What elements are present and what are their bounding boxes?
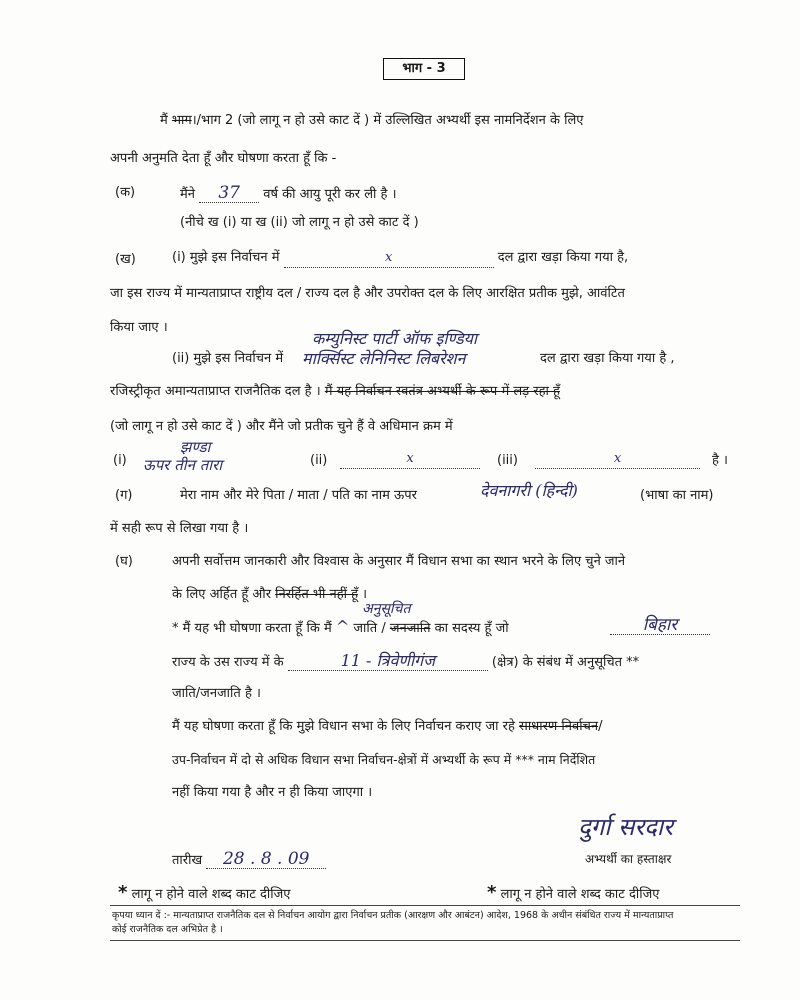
divider-bottom — [110, 940, 740, 941]
state-handwritten: बिहार — [610, 616, 710, 635]
clause-ga-marker: (ग) — [115, 488, 133, 503]
clause-gha-line-6 — [172, 718, 602, 736]
kha-ii-line-2 — [110, 383, 560, 401]
struck-bhag: भाग — [171, 113, 192, 128]
signature-label: अभ्यर्थी का हस्ताक्षर — [585, 852, 672, 866]
footnote-right-text: लागू न होने वाले शब्द काट दीजिए — [500, 887, 660, 902]
clause-kha-marker: (ख) — [115, 252, 136, 267]
symbol-i-handwritten-1: झण्डा — [180, 438, 211, 456]
clause-ka-marker: (क) — [115, 185, 136, 200]
language-handwritten: देवनागरी (हिन्दी) — [480, 481, 578, 500]
language-suffix: (भाषा का नाम) — [640, 488, 714, 503]
age-text-before: मैंने — [180, 187, 195, 202]
kha-i-line-3: किया जाए । — [110, 320, 168, 335]
intro-rest: ।/भाग 2 (जो लागू न हो उसे काट दें ) में उल्लिखित अभ्यर्थी इस नामनिर्देशन के लिए — [191, 113, 584, 128]
gha-line-6-struck: साधारण निर्वाचन — [519, 719, 599, 734]
note-line-2: कोई राजनैतिक दल अभिप्रेत है । — [112, 924, 223, 935]
candidate-signature: दुर्गा सरदार — [578, 813, 673, 841]
asterisk-icon: * — [118, 882, 128, 903]
clause-ga-line-2: में सही रूप से लिखा गया है । — [110, 521, 249, 536]
clause-gha-line-3 — [172, 618, 509, 638]
age-text-after: वर्ष की आयु पूरी कर ली है । — [263, 187, 397, 202]
date-label: तारीख — [172, 853, 203, 868]
section-title: भाग - 3 — [383, 58, 465, 80]
symbol-iii-label: (iii) — [497, 453, 518, 468]
symbol-iii-field — [535, 450, 700, 469]
intro-prefix: मैं — [160, 113, 168, 128]
symbol-iii-handwritten: x — [535, 450, 700, 469]
footnote-left — [118, 884, 290, 904]
kha-i-after: दल द्वारा खड़ा किया गया है, — [497, 250, 629, 265]
clause-ka-note: (नीचे ख (i) या ख (ii) जो लागू न हो उसे काट दें ) — [180, 215, 419, 230]
symbol-ii-label: (ii) — [310, 453, 328, 468]
state-field — [610, 616, 710, 636]
clause-gha-line-2 — [172, 586, 367, 604]
date-handwritten: 28 . 8 . 09 — [206, 850, 326, 869]
clause-ka-line — [180, 184, 397, 204]
party-name-handwritten-1: कम्युनिस्ट पार्टी ऑफ इण्डिया — [312, 329, 478, 348]
footnote-right — [487, 884, 659, 904]
clause-gha-line-4 — [172, 652, 639, 672]
clause-gha-line-7: उप-निर्वाचन में दो से अधिक विधान सभा निर्वाचन-क्षेत्रों में अभ्यर्थी के रूप में *** नाम निर्देशित — [172, 752, 596, 767]
gha-line-6-before: मैं यह घोषणा करता हूँ कि मुझे विधान सभा के लिए निर्वाचन कराए जा रहे — [172, 719, 515, 734]
party-name-handwritten-2: मार्क्सिस्ट लेनिनिस्ट लिबरेशन — [302, 349, 466, 368]
kha-i-line-2: जा इस राज्य में मान्यताप्राप्त राष्ट्रीय दल / राज्य दल है और उपरोक्त दल के लिए आरक्षित प्रतीक मुझे, आवंटित — [110, 286, 625, 301]
symbol-row-end: है । — [712, 453, 728, 468]
kha-ii-after: दल द्वारा खड़ा किया गया है , — [540, 351, 675, 366]
area-handwritten: 11 - त्रिवेणीगंज — [288, 652, 488, 671]
clause-ga-text: मेरा नाम और मेरे पिता / माता / पति का नाम ऊपर — [180, 488, 417, 503]
footnote-left-text: लागू न होने वाले शब्द काट दीजिए — [131, 887, 291, 902]
kha-ii-before: (ii) मुझे इस निर्वाचन में — [172, 351, 284, 366]
clause-kha-i-line — [172, 249, 628, 268]
gha-line-6-after: / — [598, 719, 603, 734]
kha-i-handwritten: x — [284, 249, 494, 268]
gha-line-3-before: * मैं यह भी घोषणा करता हूँ कि मैं — [172, 621, 332, 636]
note-line-1: कृपया ध्यान दें :- मान्यताप्राप्त राजनैतिक दल से निर्वाचन आयोग द्वारा निर्वाचन प्रतीक (आरक्षण और आबंटन) आदेश, 1968 के अधीन संबंधित राज्य में मान्यताप्राप्त — [112, 910, 674, 921]
age-handwritten: 37 — [199, 184, 259, 203]
gha-line-4-after: (क्षेत्र) के संबंध में अनुसूचित ** — [491, 655, 640, 670]
gha-line-2-text: के लिए अर्हित हूँ और — [172, 587, 272, 602]
gha-line-3-after: का सदस्य हूँ जो — [434, 621, 509, 636]
clause-gha-line-5: जाति/जनजाति है । — [172, 686, 261, 701]
symbol-i-handwritten-2: ऊपर तीन तारा — [143, 456, 223, 474]
clause-gha-line-8: नहीं किया गया है और न ही किया जाएगा । — [172, 785, 373, 800]
divider-top — [110, 905, 740, 906]
insertion-caret: ^ — [335, 617, 350, 636]
symbol-i-label: (i) — [113, 453, 127, 468]
gha-line-2-end: । — [362, 587, 368, 602]
kha-ii-line-3: (जो लागू न हो उसे काट दें ) और मैंने जो प्रतीक चुने हैं वे अधिमान क्रम में — [110, 419, 453, 434]
caste-handwritten: अनुसूचित — [362, 601, 411, 617]
gha-line-3-struck: जनजाति — [389, 621, 431, 636]
date-line — [172, 850, 326, 870]
gha-line-2-struck: निरर्हित भी नहीं हूँ — [275, 587, 359, 602]
asterisk-icon: * — [487, 882, 497, 903]
intro-line-1 — [160, 112, 583, 130]
kha-ii-line-2-struck: मैं यह निर्वाचन स्वतंत्र अभ्यर्थी के रूप में लड़ रहा हूँ — [324, 384, 560, 399]
clause-gha-line-1: अपनी सर्वोत्तम जानकारी और विश्वास के अनुसार मैं विधान सभा का स्थान भरने के लिए चुने जाने — [172, 554, 626, 569]
symbol-ii-field — [340, 450, 480, 469]
kha-i-before: (i) मुझे इस निर्वाचन में — [172, 250, 280, 265]
kha-ii-line-2-text: रजिस्ट्रीकृत अमान्यताप्राप्त राजनैतिक दल है । — [110, 384, 321, 399]
gha-line-3-mid: जाति / — [353, 621, 386, 636]
symbol-ii-handwritten: x — [340, 450, 480, 469]
clause-gha-marker: (घ) — [115, 554, 133, 569]
gha-line-4-before: राज्य के उस राज्य में के — [172, 655, 284, 670]
intro-line-2: अपनी अनुमति देता हूँ और घोषणा करता हूँ कि - — [110, 151, 337, 166]
